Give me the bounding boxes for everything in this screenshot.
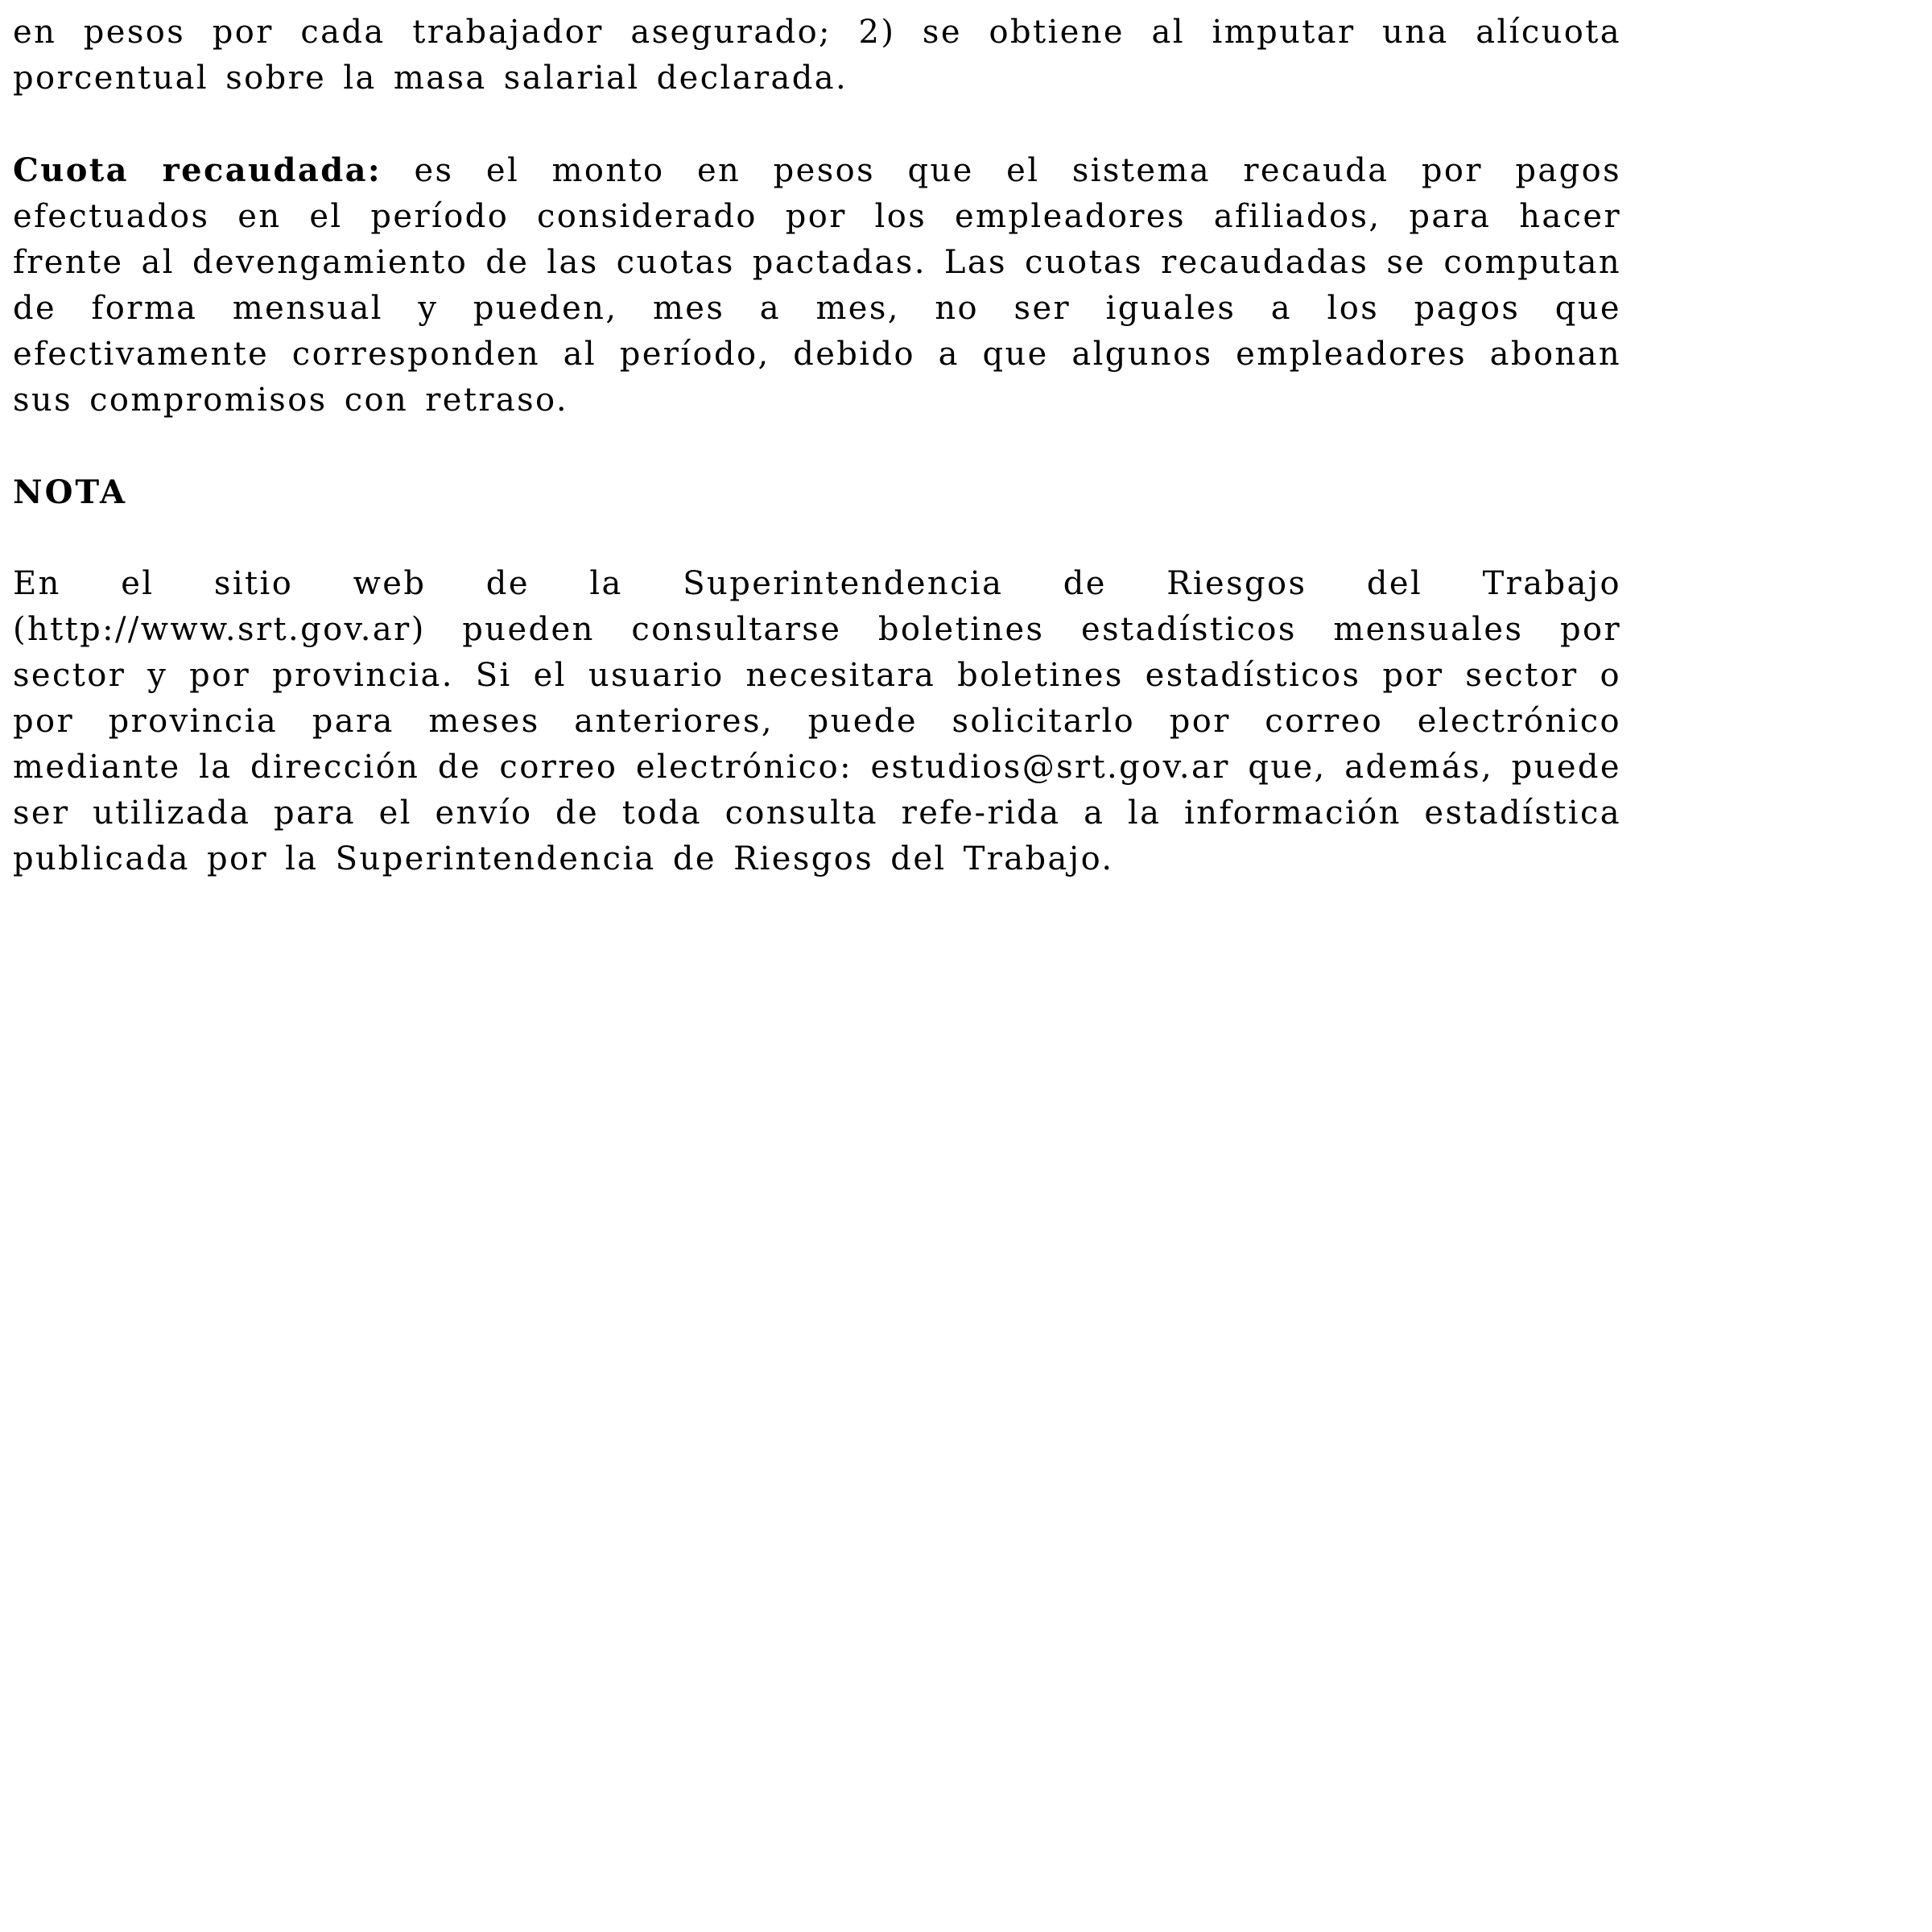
paragraph-text: En el sitio web de la Superintendencia de Riesgos del Trabajo (http://www.srt.gov.ar) pueden consultarse boletines estadísticos mensuales por sector y por provincia. Si el usuario necesitara boletines estadísticos por sector o por provincia para meses anteriores, puede solicitarlo por correo electrónico mediante la dirección de correo electrónico: estudios@srt.gov.ar que, además, puede ser utilizada para el envío de toda consulta refe-rida a la información estadística publicada por la Superintendencia de Riesgos del Trabajo.	[13, 565, 1621, 877]
paragraph-text: en pesos por cada trabajador asegurado; 2) se obtiene al imputar una alícuota porcentual sobre la masa salarial declarada.	[13, 14, 1621, 97]
paragraph-nota	[13, 561, 1621, 882]
document-page	[13, 10, 1621, 882]
paragraph-gap	[13, 515, 1621, 561]
paragraph-cuota-recaudada	[13, 147, 1621, 423]
term-cuota-recaudada: Cuota recaudada:	[13, 151, 382, 189]
paragraph-text: es el monto en pesos que el sistema recauda por pagos efectuados en el período considerado por los empleadores afiliados, para hacer frente al devengamiento de las cuotas pactadas. Las cuotas recaudadas se computan de forma mensual y pueden, mes a mes, no ser iguales a los pagos que efectivamente corresponden al período, debido a que algunos empleadores abonan sus compromisos con retraso.	[13, 152, 1621, 419]
paragraph-gap	[13, 101, 1621, 147]
paragraph-cuota-definition-end	[13, 10, 1621, 101]
paragraph-gap	[13, 423, 1621, 469]
section-heading-nota: NOTA	[13, 473, 128, 511]
